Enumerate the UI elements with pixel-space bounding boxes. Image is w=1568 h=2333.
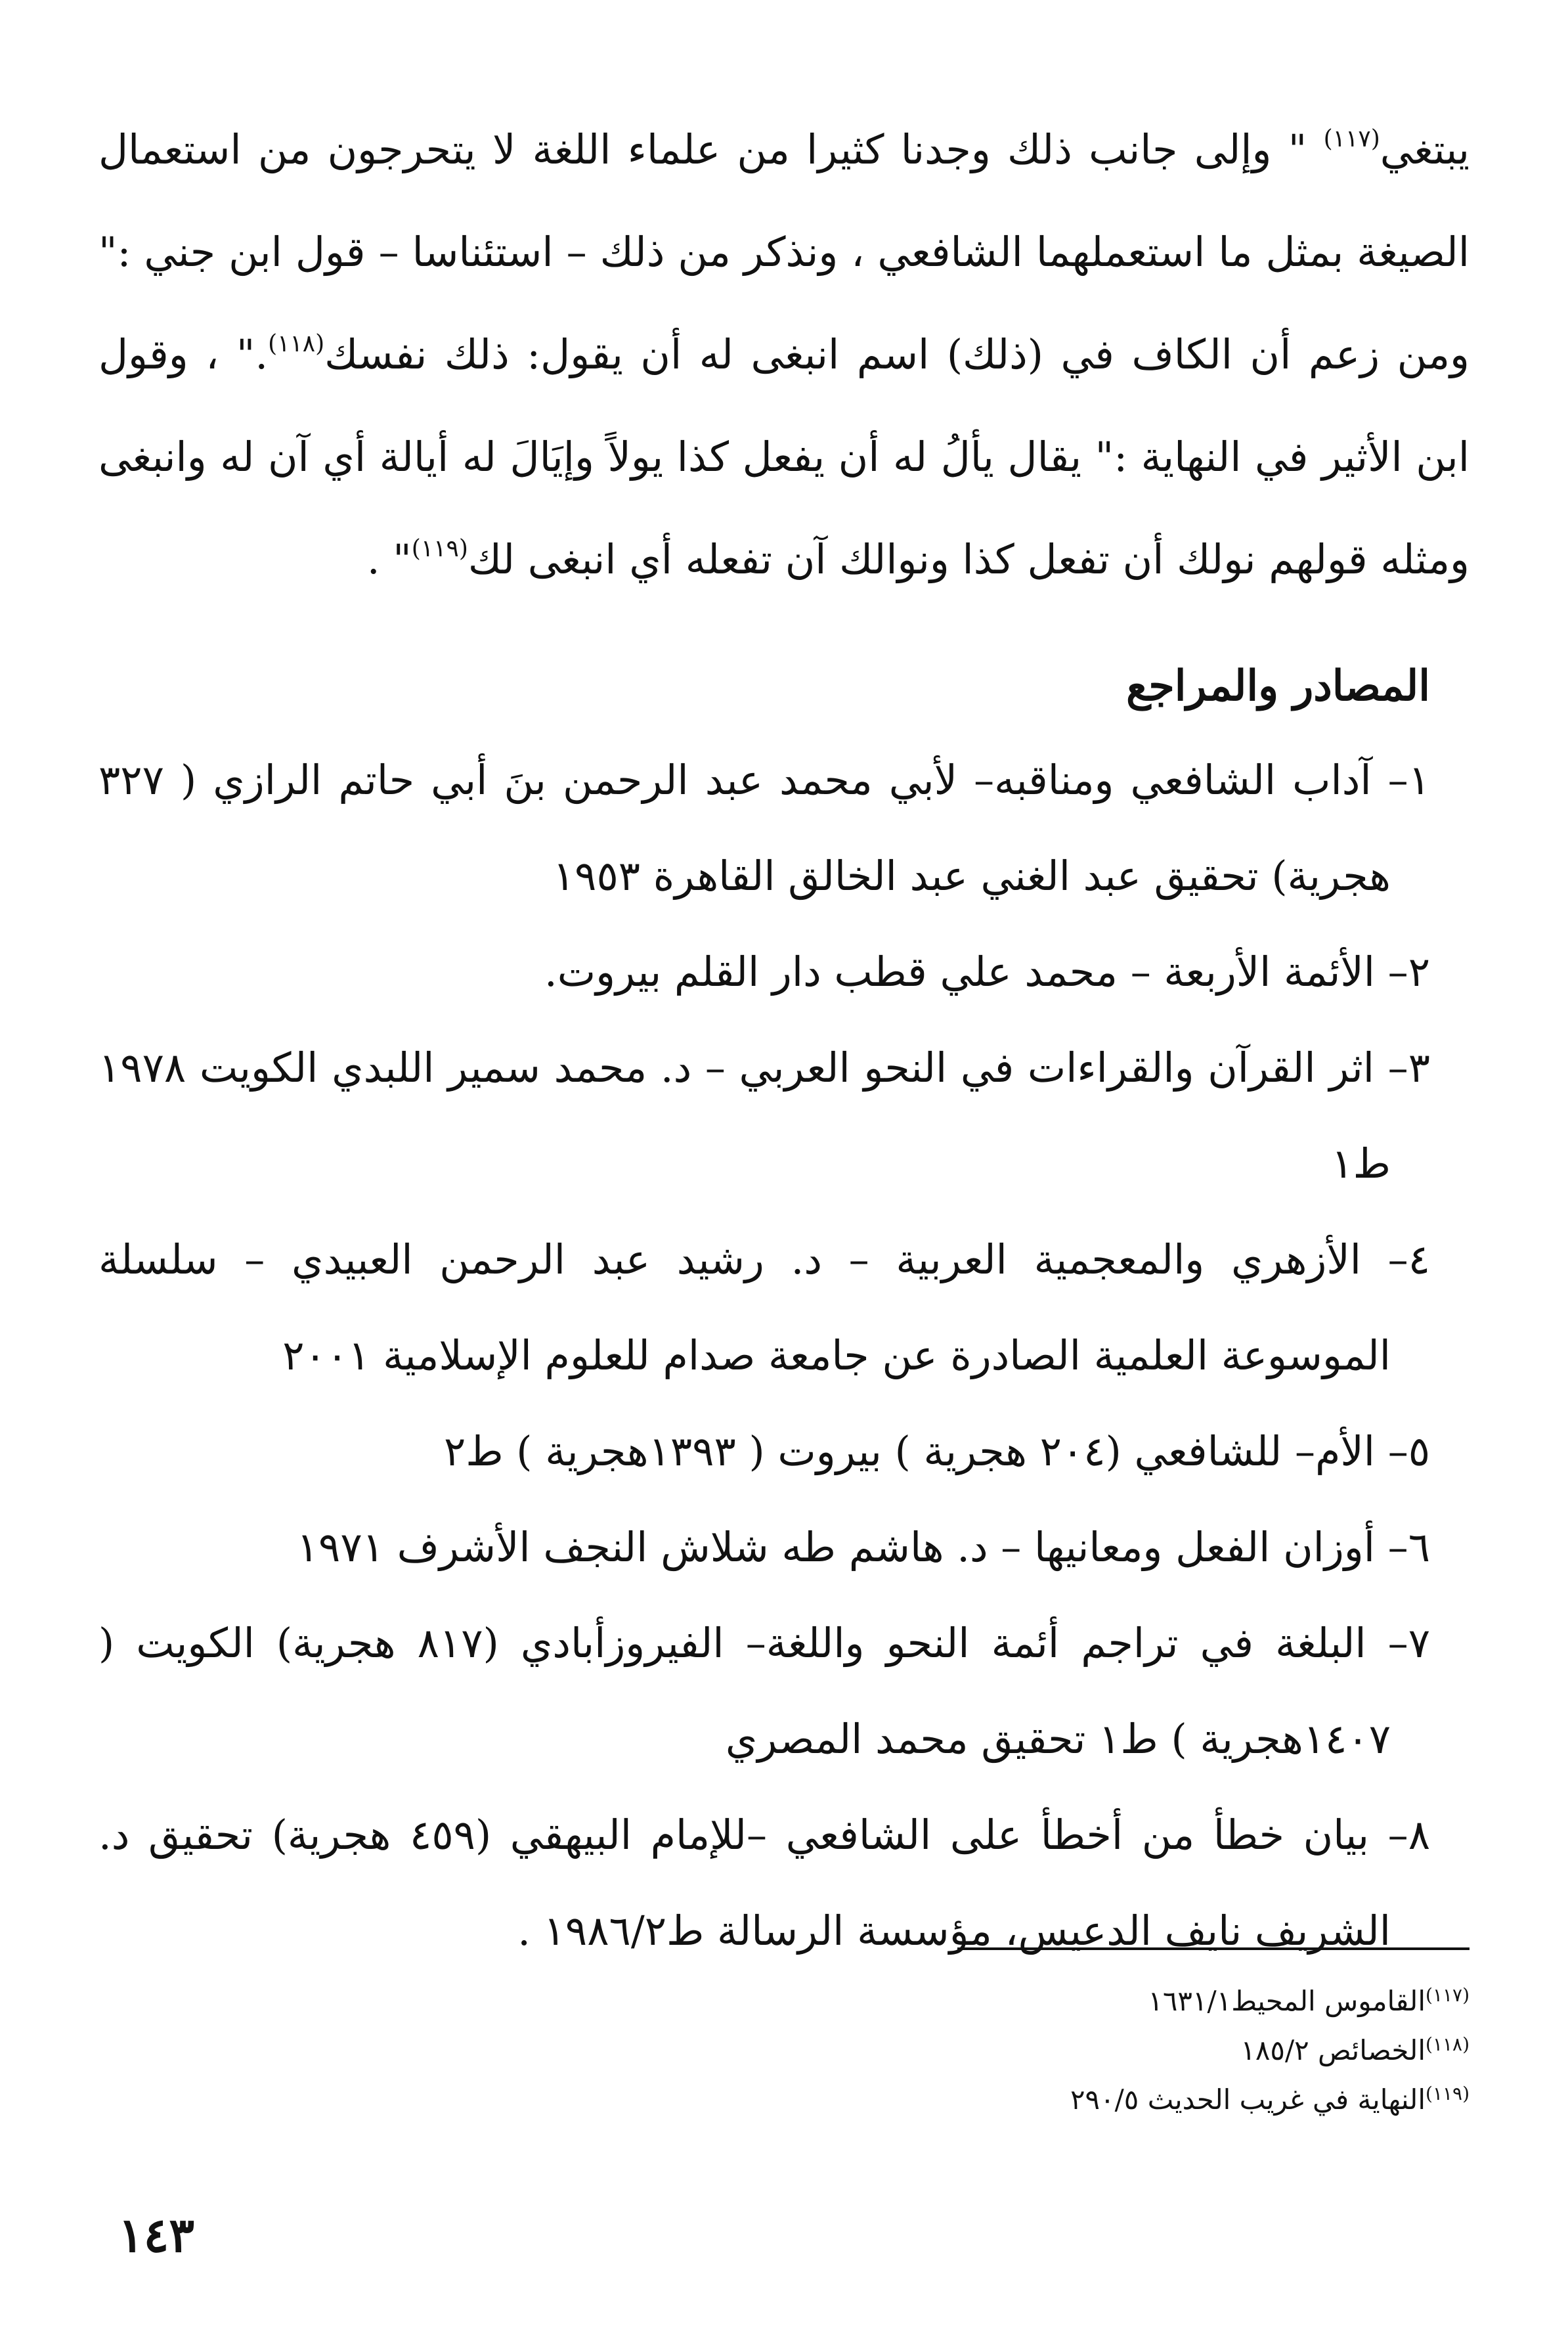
footnote-ref-119[interactable]: (١١٩) bbox=[411, 535, 468, 562]
reference-item-2: ٢– الأئمة الأربعة – محمد علي قطب دار القلم بيروت. bbox=[544, 948, 1430, 996]
footnote-ref-117[interactable]: (١١٧) bbox=[1323, 125, 1380, 152]
footnote-ref-118[interactable]: (١١٨) bbox=[268, 330, 325, 357]
reference-item-7: ٧– البلغة في تراجم أئمة النحو واللغة– الفيروزأبادي (٨١٧ هجرية) الكويت ( ١٤٠٧هجرية ) ط١ تحقيق محمد المصري bbox=[98, 1619, 1430, 1763]
footnote-mark: (١١٩) bbox=[1426, 2083, 1470, 2104]
page-number: ١٤٣ bbox=[118, 2207, 195, 2263]
body-text-3: ." ، وقول ابن الأثير في النهاية :" يقال يألُ له أن يفعل كذا يولاً وإيَالَ له أيالة أي آن له وانبغى ومثله قولهم نولك أن تفعل كذا ونوالك آن تفعله أي انبغى لك bbox=[98, 330, 1470, 583]
footnote-divider bbox=[957, 1947, 1470, 1950]
footnote-text: القاموس المحيط١٦٣١/١ bbox=[1148, 1985, 1426, 2017]
footnote-118 bbox=[682, 2023, 1470, 2072]
footnote-mark: (١١٧) bbox=[1426, 1984, 1470, 2006]
reference-item-8: ٨– بيان خطأ من أخطأ على الشافعي –للإمام البيهقي (٤٥٩ هجرية) تحقيق د. الشريف نايف الدعيس، مؤسسة الرسالة ط١٩٨٦/٢ . bbox=[98, 1811, 1430, 1955]
footnote-text: النهاية في غريب الحديث ٢٩٠/٥ bbox=[1070, 2083, 1426, 2116]
reference-item-4: ٤– الأزهري والمعجمية العربية – د. رشيد عبد الرحمن العبيدي – سلسلة الموسوعة العلمية الصادرة عن جامعة صدام للعلوم الإسلامية ٢٠٠١ bbox=[98, 1235, 1430, 1379]
body-text-1: يبتغي bbox=[1380, 125, 1470, 173]
body-text-4: " . bbox=[366, 535, 412, 583]
footnote-text: الخصائص ١٨٥/٢ bbox=[1240, 2034, 1426, 2066]
reference-item-1: ١– آداب الشافعي ومناقبه– لأبي محمد عبد الرحمن بنَ أبي حاتم الرازي ( ٣٢٧ هجرية) تحقيق عبد الغني عبد الخالق القاهرة ١٩٥٣ bbox=[98, 756, 1430, 900]
reference-item-3: ٣– اثر القرآن والقراءات في النحو العربي – د. محمد سمير اللبدي الكويت ١٩٧٨ ط١ bbox=[98, 1044, 1430, 1188]
reference-item-6: ٦– أوزان الفعل ومعانيها – د. هاشم طه شلاش النجف الأشرف ١٩٧١ bbox=[296, 1523, 1430, 1571]
footnote-117 bbox=[682, 1974, 1470, 2023]
references-list bbox=[98, 732, 1430, 1979]
footnote-119 bbox=[682, 2072, 1470, 2122]
footnotes-list bbox=[682, 1974, 1470, 2122]
body-paragraph bbox=[98, 99, 1470, 611]
paragraph-text bbox=[98, 99, 1470, 611]
body-text-2: " وإلى جانب ذلك وجدنا كثيرا من علماء اللغة لا يتحرجون من استعمال الصيغة بمثل ما استعملهما الشافعي ، ونذكر من ذلك – استئناسا – قول ابن جني :" ومن زعم أن الكاف في (ذلك) اسم انبغى له أن يقول: ذلك نفسك bbox=[98, 125, 1470, 378]
footnote-mark: (١١٨) bbox=[1426, 2033, 1470, 2055]
references-heading: المصادر والمراجع bbox=[1126, 661, 1430, 711]
reference-item-5: ٥– الأم– للشافعي (٢٠٤ هجرية ) بيروت ( ١٣٩٣هجرية ) ط٢ bbox=[443, 1427, 1430, 1475]
